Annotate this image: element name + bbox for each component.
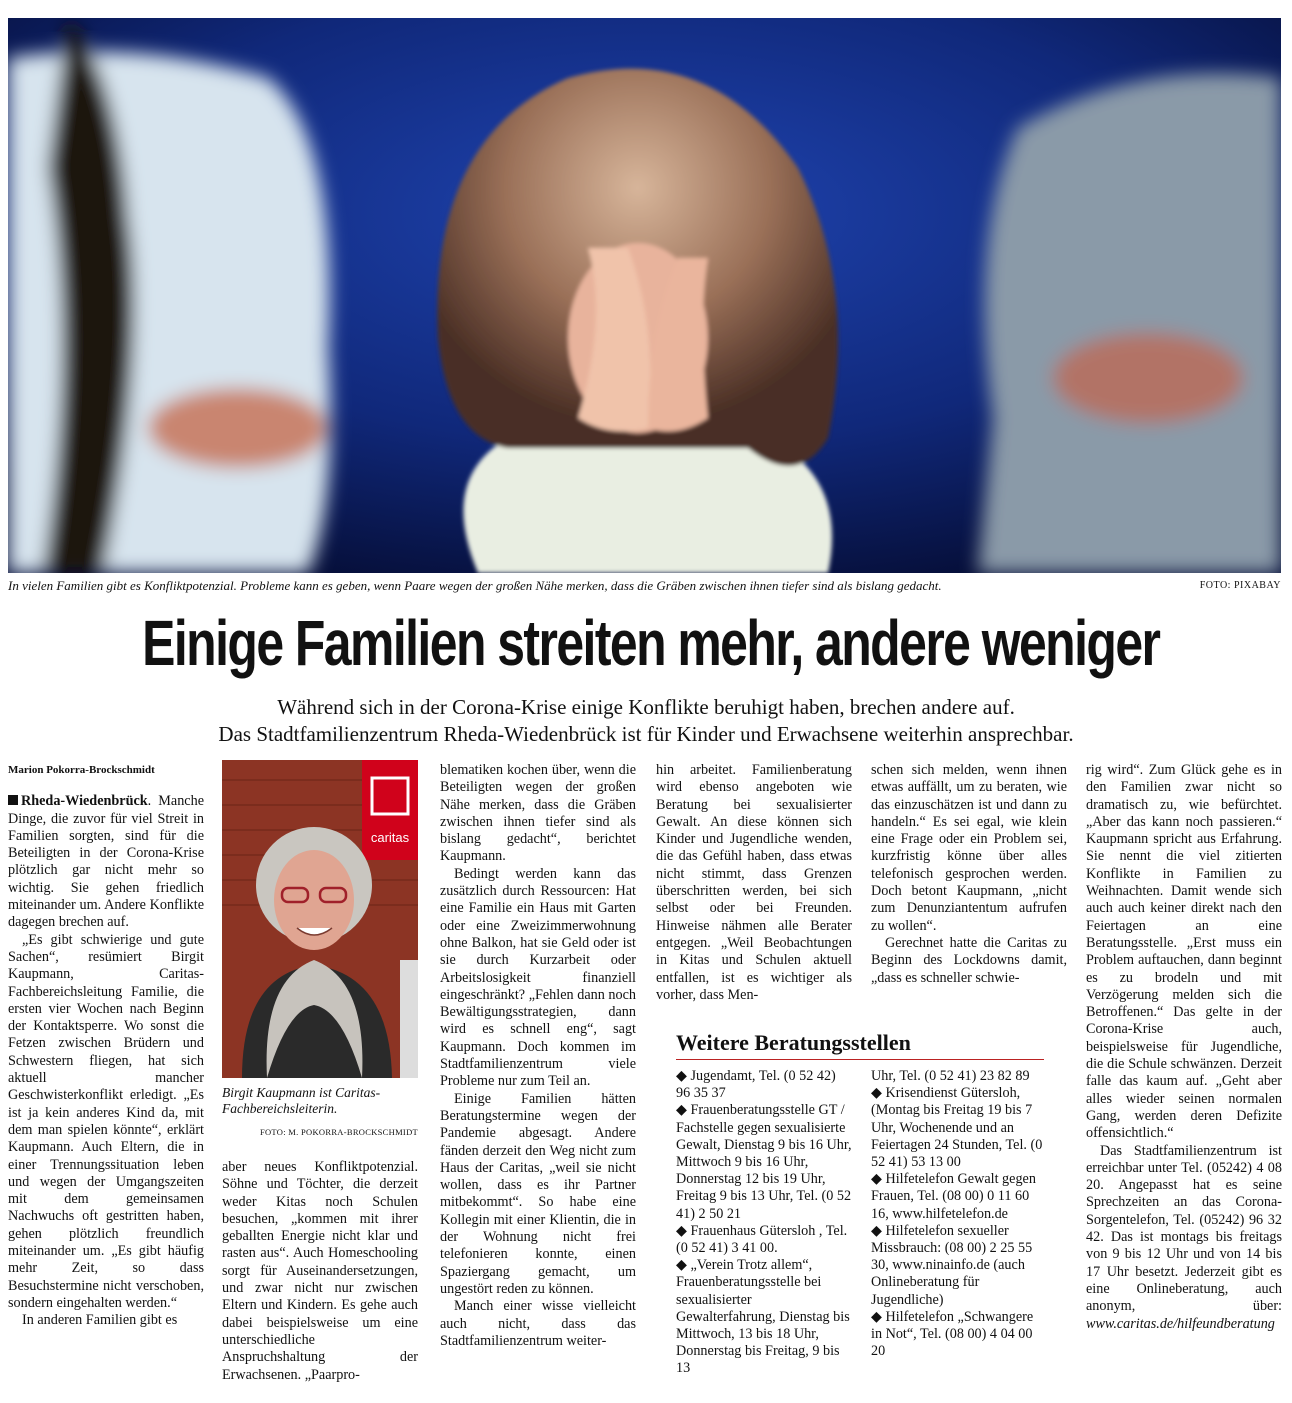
article-column-3 [440, 762, 636, 1350]
info-entry: ◆ „Verein Trotz allem“, Frauenberatungsstelle bei sexualisierter Gewalterfahrung, Dienstag bis Mittwoch, 13 bis 18 Uhr, Donnerstag bis Freitag, 9 bis 13 [676, 1257, 850, 1377]
hero-illustration [8, 18, 1281, 573]
paragraph: aber neues Konfliktpotenzial. Söhne und Töchter, die derzeit weder Kitas noch Schulen besuchen, „kommen mit ihrer geballten Energie nicht klar und rasten aus“. Auch Homeschooling sorgt für Auseinandersetzungen, und zwar nicht nur zwischen Eltern und Kindern. Es gehe auch dabei beispielsweise um eine unterschiedliche Anspruchshaltung der Erwachsenen. „Paarpro- [222, 1159, 418, 1383]
info-entry: Uhr, Tel. (0 52 41) 23 82 89 [871, 1068, 1030, 1084]
headline: Einige Familien streiten mehr, andere weniger [142, 607, 1160, 679]
portrait-photo [222, 760, 418, 1078]
article-column-2 [222, 1159, 418, 1384]
hero-photo [8, 18, 1281, 573]
dateline: Rheda-Wiedenbrück [21, 793, 148, 810]
paragraph: In anderen Familien gibt es [22, 1312, 178, 1329]
info-entry: ◆ Frauenberatungsstelle GT / Fachstelle gegen sexualisierte Gewalt, Dienstag 9 bis 16 Uhr, Mittwoch 9 bis 16 Uhr, Donnerstag 12 bis 19 Uhr, Freitag 9 bis 13 Uhr, Tel. (0 52 41) 2 50 21 [676, 1102, 852, 1222]
square-bullet-icon [8, 795, 18, 805]
portrait-caption: Birgit Kaupmann ist Caritas-Fachbereichsleiterin. [222, 1085, 381, 1116]
byline: Marion Pokorra-Brockschmidt [8, 764, 155, 776]
info-entry: ◆ Frauenhaus Gütersloh , Tel. (0 52 41) 3 41 00. [676, 1222, 848, 1257]
info-entry: ◆ Hilfetelefon Gewalt gegen Frauen, Tel. (08 00) 0 11 60 16, www.hilfetelefon.de [871, 1171, 1036, 1222]
photo-credit: FOTO: PIXABAY [1199, 580, 1281, 591]
paragraph: schen sich melden, wenn ihnen etwas auffällt, um zu beraten, wie das einzuschätzen ist und dann zu handeln.“ Es sei egal, wie klein eine Frage oder ein Problem sei, kurzfristig könne über alles telefonisch gesprochen werden. Doch betont Kaupmann, „nicht zum Denunziantentum aufrufen zu wollen“. [871, 762, 1067, 934]
info-entry: ◆ Hilfetelefon „Schwangere in Not“, Tel. (08 00) 4 04 00 20 [871, 1308, 1034, 1360]
subline-1: Während sich in der Corona-Krise einige Konflikte beruhigt haben, brechen andere auf. [277, 695, 1015, 719]
paragraph: Das Stadtfamilienzentrum ist erreichbar unter Tel. (05242) 4 08 20. Angepasst hat es seine Sprechzeiten an das Corona-Sorgentelefon, Tel. (05242) 96 32 42. Das ist montags bis freitags von 9 bis 12 Uhr und von 14 bis 17 Uhr besetzt. Jederzeit gibt es eine Onlineberatung, auch anonym, über: www.caritas.de/hilfeundberatung [1086, 1142, 1282, 1332]
paragraph: Manch einer wisse vielleicht auch nicht, dass das Stadtfamilienzentrum weiter- [440, 1298, 636, 1349]
paragraph: hin arbeitet. Familienberatung wird ebenso angeboten wie Beratung bei sexualisierter Gewalt. An diese können sich Kinder und Jugendliche wenden, die das Gefühl haben, dass etwas nicht stimmt, dass Grenzen überschritten werden, bei sich selbst oder bei Freunden. Hinweise nähmen alle Berater entgegen. „Weil Beobachtungen in Kitas und Schulen aktuell entfallen, ist es wichtiger als vorher, dass Men- [656, 762, 852, 1003]
info-box-title: Weitere Beratungsstellen [676, 1030, 1044, 1060]
article-column-5 [871, 762, 1067, 987]
info-box-column-a [676, 1068, 852, 1378]
paragraph: Einige Familien hätten Beratungstermine wegen der Pandemie abgesagt. Andere fänden derzeit den Weg nicht zum Haus der Caritas, „weil sie nicht wollen, dass es ihr Partner mitbekommt“. So habe eine Kollegin mit einer Klientin, die in der Wohnung nicht frei telefonieren konnte, einen Spaziergang gemacht, um ungestört reden zu können. [440, 1090, 636, 1297]
caritas-link[interactable]: www.caritas.de/hilfeundberatung [1086, 1315, 1275, 1332]
paragraph: Rheda-Wiedenbrück. Manche Dinge, die zuvor für viel Streit in Familien sorgten, sind für die Beteiligten in der Corona-Krise plötzlich gar nicht mehr so wichtig. Sie gehen friedlich miteinander um. Andere Konflikte dagegen brechen auf. [8, 793, 204, 931]
paragraph: blematiken kochen über, wenn die Beteiligten wegen der großen Nähe merken, dass die Gräben zwischen ihnen tiefer sind als bislang gedacht“, berichtet Kaupmann. [440, 762, 636, 865]
paragraph: „Es gibt schwierige und gute Sachen“, resümiert Birgit Kaupmann, Caritas-Fachbereichsleitung Familie, die ersten vier Wochen nach Beginn der Kontaktsperre. Wo sonst die Fetzen zwischen Brüdern und Schwestern fliegen, hat sich aktuell mancher Geschwisterkonflikt erledigt. „Es ist ja kein anderes Kind da, mit dem man spielen könnte“, erklärt Kaupmann. Auch Eltern, die in einer Trennungssituation leben und wegen der Umgangszeiten mit dem gemeinsamen Nachwuchs oft gestritten haben, gehen plötzlich freundlich miteinander um. „Es gibt häufig mehr Zeit, so dass Besuchstermine nicht verschoben, sondern eingehalten werden.“ [8, 931, 204, 1311]
paragraph: Gerechnet hatte die Caritas zu Beginn des Lockdowns damit, „dass es schneller schwie- [871, 934, 1067, 986]
article-column-4 [656, 762, 852, 1004]
article-column-1 [8, 762, 204, 1330]
caritas-sign-text: caritas [370, 830, 410, 845]
info-box-column-b [871, 1068, 1046, 1360]
article-column-6 [1086, 762, 1282, 1333]
photo-caption: In vielen Familien gibt es Konfliktpotenzial. Probleme kann es geben, wenn Paare wegen der großen Nähe merken, dass die Gräben zwischen ihnen tiefer sind als bislang gedacht. [8, 578, 942, 593]
paragraph: Bedingt werden kann das zusätzlich durch Ressourcen: Hat eine Familie ein Haus mit Garten oder eine Zweizimmerwohnung ohne Balkon, hat sie Geld oder ist sie durch Kurzarbeit oder Arbeitslosigkeit finanziell eingeschränkt? „Fehlen dann noch Bewältigungsstrategien, dann wird es schnell eng“, sagt Kaupmann. Doch kommen im Stadtfamilienzentrum viele Probleme nur zum Teil an. [440, 865, 636, 1090]
subline-2: Das Stadtfamilienzentrum Rheda-Wiedenbrück ist für Kinder und Erwachsene weiterhin ansprechbar. [218, 722, 1074, 746]
portrait-credit: FOTO: M. POKORRA-BROCKSCHMIDT [259, 1127, 418, 1137]
paragraph: rig wird“. Zum Glück gehe es in den Familien zwar nicht so dramatisch zu, wie befürchtet. „Aber das kann noch passieren.“ Kaupmann spricht aus Erfahrung. Sie nennt die viel zitierten Konflikte in Familien zu Weihnachten. Damit wende sich auch auch keiner direkt nach den Feiertagen an eine Beratungsstelle. „Erst muss ein Problem auftauchen, dann beginnt es zu brodeln und mit Verzögerung melden sich die Betroffenen.“ Das gelte in der Corona-Krise auch, beispielsweise für Jugendliche, die die Schule schwänzen. Derzeit falle das kaum auf. „Geht aber alles wieder seinen normalen Gang, werden deren Defizite offensichtlich.“ [1086, 762, 1282, 1142]
info-entry: ◆ Krisendienst Gütersloh, (Montag bis Freitag 19 bis 7 Uhr, Wochenende und an Feiertagen 24 Stunden, Tel. (0 52 41) 53 13 00 [871, 1085, 1043, 1171]
info-entry: ◆ Jugendamt, Tel. (0 52 42) 96 35 37 [676, 1068, 836, 1102]
info-entry: ◆ Hilfetelefon sexueller Missbrauch: (08 00) 2 25 55 30, www.ninainfo.de (auch Onlineberatung für Jugendliche) [871, 1222, 1033, 1308]
portrait-illustration [222, 760, 418, 1078]
photo-caption-row [8, 578, 1281, 594]
